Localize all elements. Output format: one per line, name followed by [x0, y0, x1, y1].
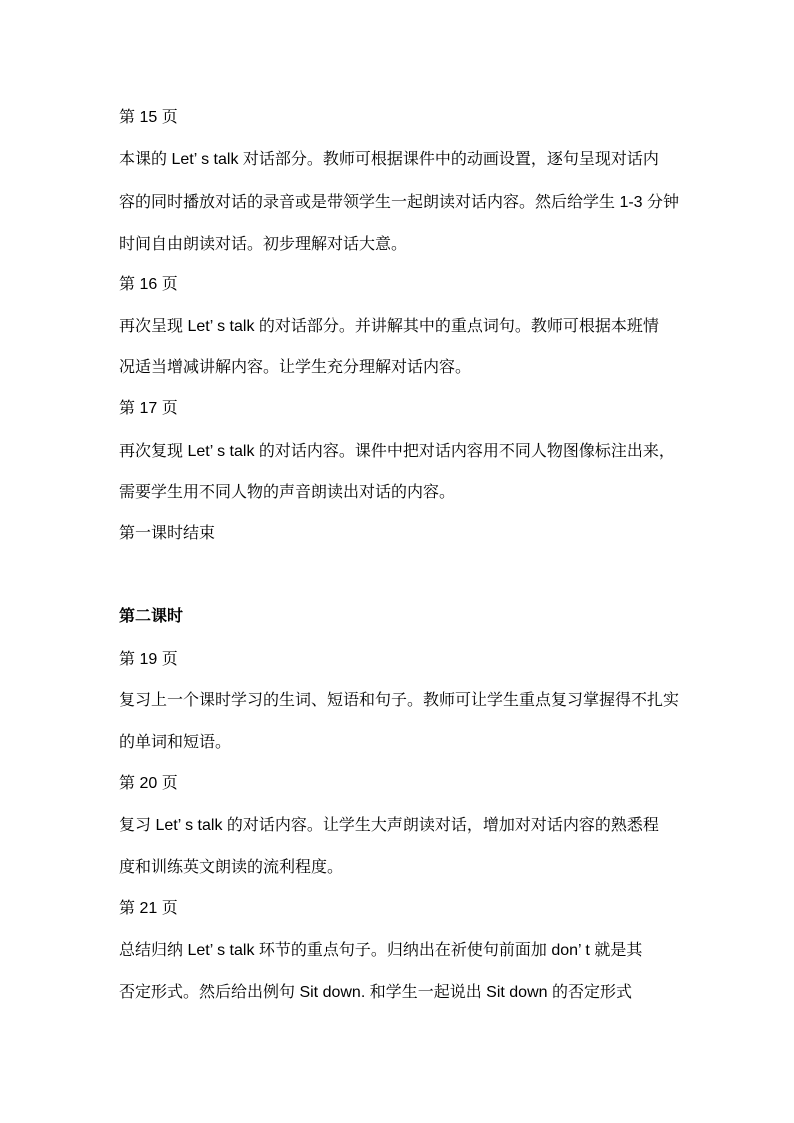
paragraph-line: 况适当增减讲解内容。让学生充分理解对话内容。	[119, 359, 472, 376]
paragraph-line: 再次呈现 Let’ s talk 的对话部分。并讲解其中的重点词句。教师可根据本班情	[119, 318, 659, 335]
paragraph-line: 容的同时播放对话的录音或是带领学生一起朗读对话内容。然后给学生 1-3 分钟	[119, 194, 680, 211]
paragraph-line: 本课的 Let’ s talk 对话部分。教师可根据课件中的动画设置，逐句呈现对话内	[119, 151, 659, 168]
page-ref-21: 第 21 页	[119, 900, 178, 917]
page-ref-20: 第 20 页	[119, 775, 178, 792]
paragraph-line: 复习 Let’ s talk 的对话内容。让学生大声朗读对话，增加对对话内容的熟悉程	[119, 817, 659, 834]
paragraph-line: 总结归纳 Let’ s talk 环节的重点句子。归纳出在祈使句前面加 don’ t 就是其	[119, 942, 643, 959]
paragraph-line: 度和训练英文朗读的流利程度。	[119, 859, 344, 876]
page-ref-19: 第 19 页	[119, 651, 178, 668]
paragraph-line: 的单词和短语。	[119, 734, 232, 751]
page-ref-15: 第 15 页	[119, 109, 178, 126]
section-heading: 第二课时	[119, 608, 184, 625]
paragraph-line: 再次复现 Let’ s talk 的对话内容。课件中把对话内容用不同人物图像标注出来，	[119, 443, 675, 460]
paragraph-line: 需要学生用不同人物的声音朗读出对话的内容。	[119, 484, 456, 501]
lesson-end-text: 第一课时结束	[119, 525, 216, 542]
page-ref-17: 第 17 页	[119, 400, 178, 417]
page-ref-16: 第 16 页	[119, 276, 178, 293]
paragraph-line: 复习上一个课时学习的生词、短语和句子。教师可让学生重点复习掌握得不扎实	[119, 692, 680, 709]
paragraph-line: 否定形式。然后给出例句 Sit down. 和学生一起说出 Sit down 的否定形式	[119, 984, 632, 1001]
paragraph-line: 时间自由朗读对话。初步理解对话大意。	[119, 236, 408, 253]
